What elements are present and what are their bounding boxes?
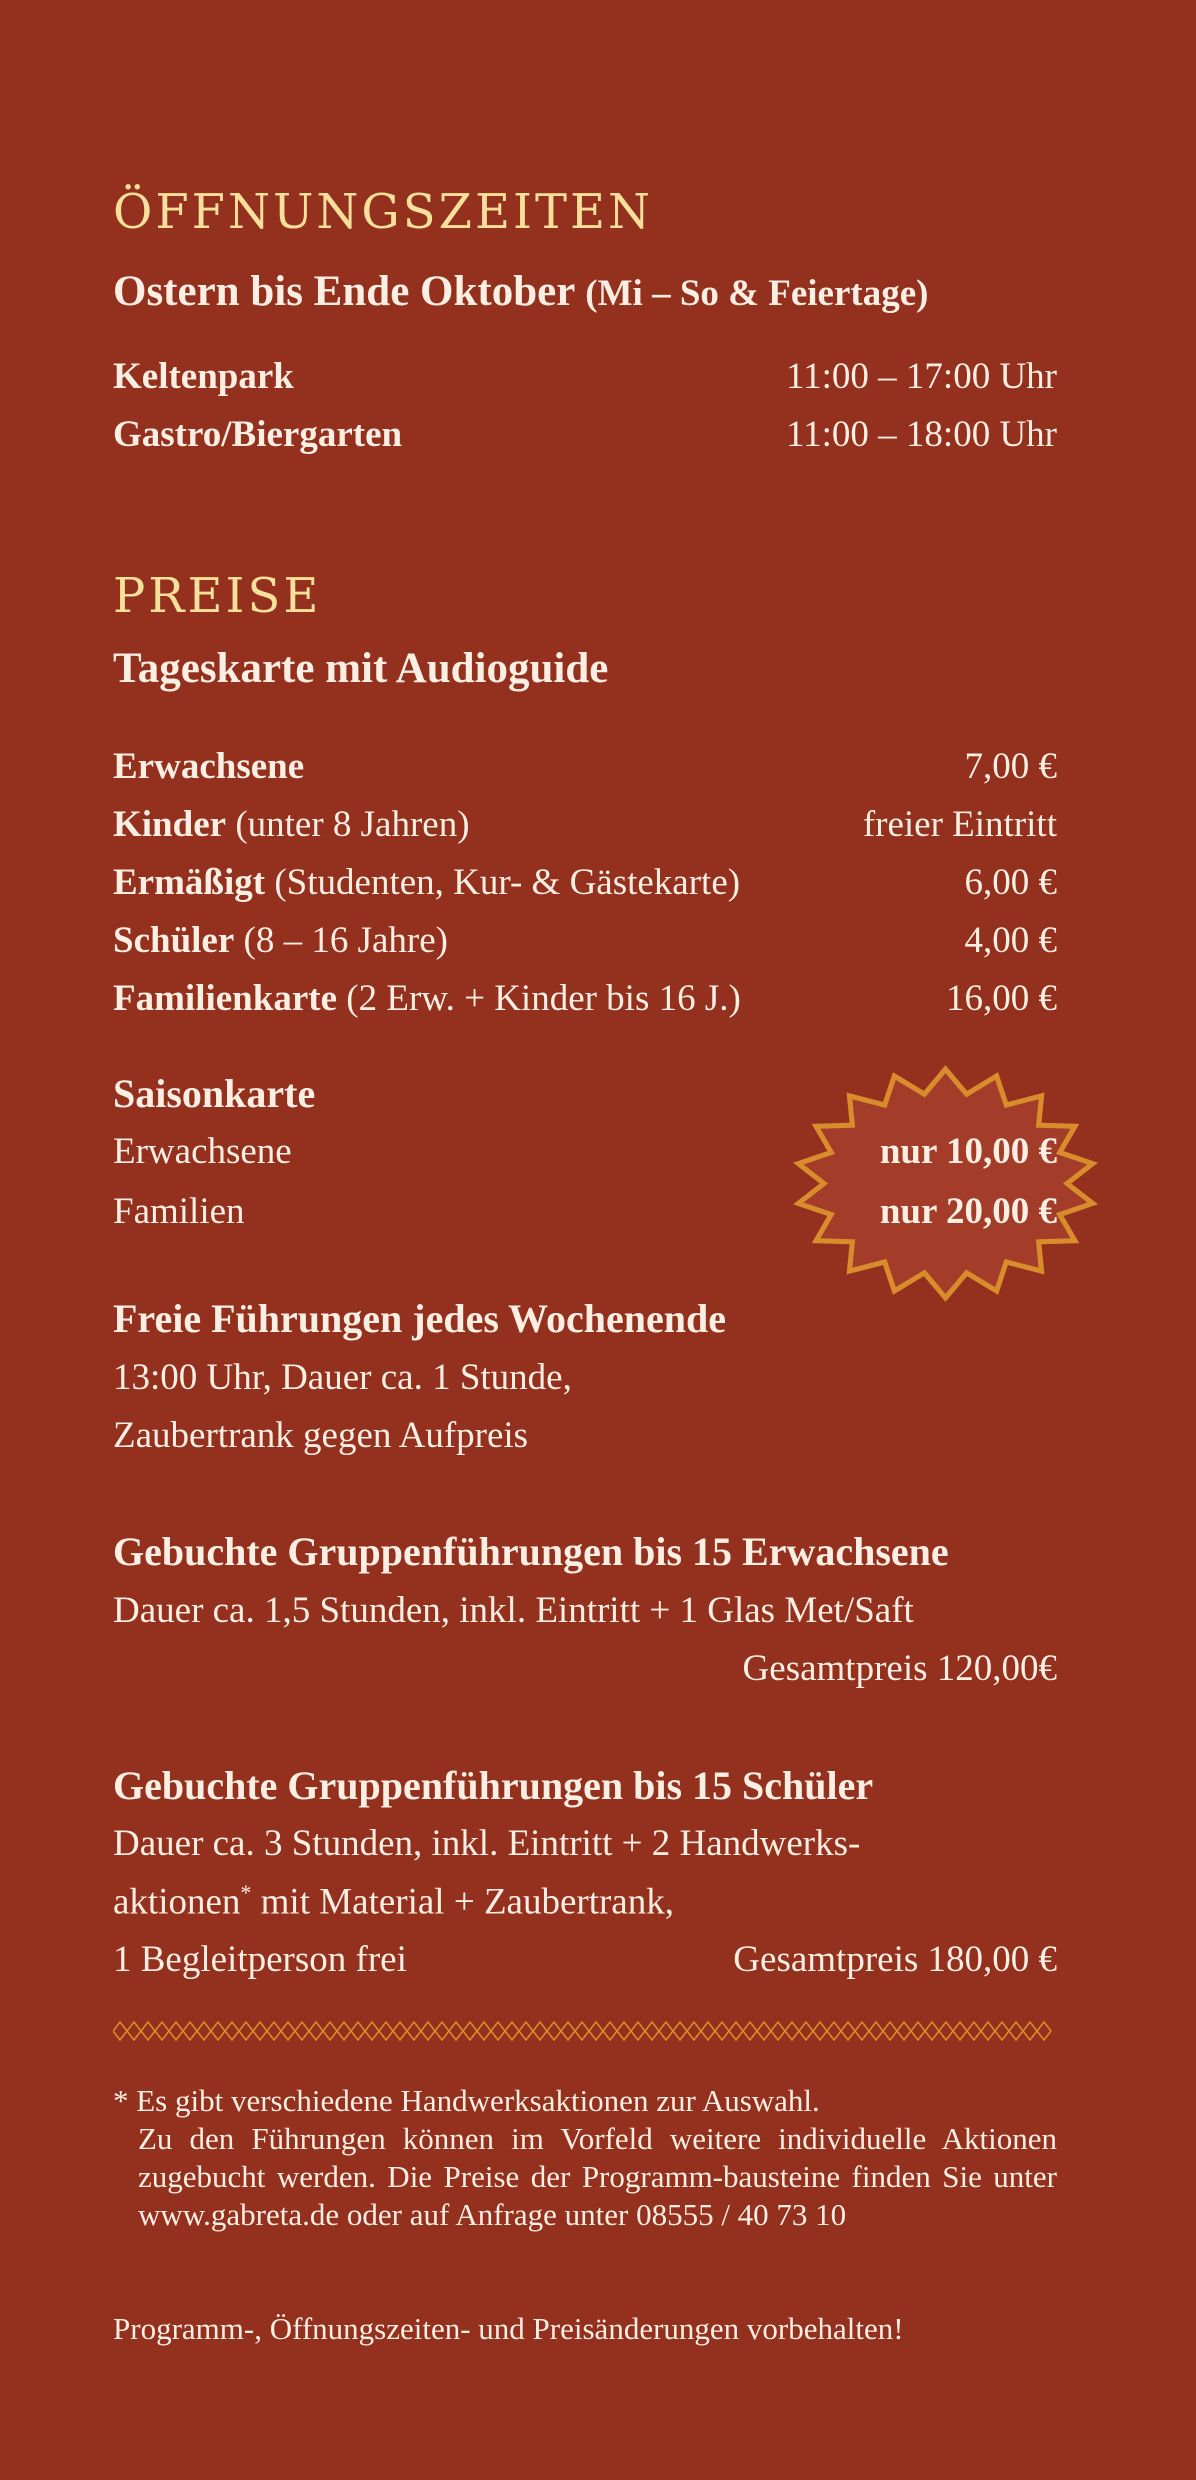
divider-diamond [281, 2022, 295, 2040]
divider-diamond [309, 2022, 323, 2040]
divider-diamond [603, 2022, 617, 2040]
season-pass-title: Saisonkarte [113, 1071, 316, 1116]
divider-diamond [239, 2022, 253, 2040]
divider-diamond [1023, 2022, 1037, 2040]
price-row-price: 7,00 € [964, 746, 1057, 787]
divider-diamond [323, 2022, 337, 2040]
price-row [113, 977, 1057, 1021]
price-row-label: Ermäßigt [113, 862, 266, 903]
divider-diamond [1009, 2022, 1023, 2040]
price-flyer [113, 0, 1057, 2480]
divider-diamond [687, 2022, 701, 2040]
footnote [113, 2082, 1057, 2234]
prices-heading: preise [113, 550, 322, 629]
divider-diamond [463, 2022, 477, 2040]
divider-diamond [169, 2022, 183, 2040]
hours-row-label: Keltenpark [113, 356, 294, 397]
divider-diamond [729, 2022, 743, 2040]
footnote-body: Zu den Führungen können im Vorfeld weitere individuelle Aktionen zugebucht werden. Die Preise der Programm-bausteine finden Sie unter www.gabreta.de oder auf Anfrage unter 08555 / 40 73 10 [138, 2121, 1057, 2232]
divider-diamond [771, 2022, 785, 2040]
group-pupils-row [113, 1938, 1057, 1982]
price-row-detail: (Studenten, Kur- & Gästekarte) [265, 862, 741, 903]
group-adults-line: Dauer ca. 1,5 Stunden, inkl. Eintritt + 1 Glas Met/Saft [113, 1590, 914, 1631]
price-row-detail: (unter 8 Jahren) [226, 804, 470, 845]
price-row [113, 803, 1057, 847]
divider-diamond [1037, 2022, 1051, 2040]
divider-diamond [449, 2022, 463, 2040]
hours-heading: öffnungszeiten [113, 166, 654, 245]
divider-diamond [267, 2022, 281, 2040]
hours-row-time: 11:00 – 18:00 Uhr [786, 414, 1057, 455]
group-pupils-line: 1 Begleitperson frei [113, 1939, 407, 1980]
group-pupils-line-part: aktionen [113, 1881, 241, 1923]
divider-diamond [715, 2022, 729, 2040]
price-row [113, 919, 1057, 963]
divider-diamond [925, 2022, 939, 2040]
price-row-detail: (8 – 16 Jahre) [234, 920, 448, 961]
divider-diamond [379, 2022, 393, 2040]
price-row-label: Familienkarte [113, 978, 338, 1019]
price-row-price: 16,00 € [946, 978, 1057, 1019]
free-tours-line: Zaubertrank gegen Aufpreis [113, 1415, 529, 1456]
divider-diamond [981, 2022, 995, 2040]
free-tours-line: 13:00 Uhr, Dauer ca. 1 Stunde, [113, 1357, 572, 1398]
divider-diamond [351, 2022, 365, 2040]
divider-diamond [477, 2022, 491, 2040]
diamond-divider [113, 2020, 1057, 2042]
footnote-first-line: * Es gibt verschiedene Handwerksaktionen zur Auswahl. [113, 2083, 820, 2118]
divider-diamond [393, 2022, 407, 2040]
divider-diamond [365, 2022, 379, 2040]
divider-diamond [211, 2022, 225, 2040]
divider-diamond [883, 2022, 897, 2040]
divider-diamond [645, 2022, 659, 2040]
group-adults-title: Gebuchte Gruppenführungen bis 15 Erwachsene [113, 1529, 949, 1574]
divider-diamond [855, 2022, 869, 2040]
divider-diamond [953, 2022, 967, 2040]
price-row [113, 745, 1057, 789]
divider-diamond [659, 2022, 673, 2040]
group-pupils-total: Gesamtpreis 180,00 € [733, 1939, 1057, 1980]
group-pupils-line [113, 1880, 1057, 1925]
hours-season-text: Ostern bis Ende Oktober [113, 268, 576, 315]
divider-diamond [127, 2022, 141, 2040]
price-row-detail: (2 Erw. + Kinder bis 16 J.) [337, 978, 741, 1019]
divider-diamond [505, 2022, 519, 2040]
price-row-label: Erwachsene [113, 746, 305, 787]
divider-diamond [197, 2022, 211, 2040]
divider-diamond [435, 2022, 449, 2040]
hours-row-time: 11:00 – 17:00 Uhr [786, 356, 1057, 397]
price-row [113, 861, 1057, 905]
season-pass-row [113, 1190, 1057, 1234]
divider-diamond [631, 2022, 645, 2040]
season-pass-price: nur 10,00 € [879, 1131, 1057, 1172]
divider-diamond [757, 2022, 771, 2040]
season-pass-label: Familien [113, 1191, 245, 1232]
divider-diamond [827, 2022, 841, 2040]
divider-diamond [673, 2022, 687, 2040]
season-pass-row [113, 1130, 1057, 1174]
divider-diamond [337, 2022, 351, 2040]
price-row-label: Schüler [113, 920, 235, 961]
price-row-price: 6,00 € [964, 862, 1057, 903]
divider-diamond [295, 2022, 309, 2040]
hours-row [113, 413, 1057, 457]
divider-diamond [253, 2022, 267, 2040]
divider-diamond [897, 2022, 911, 2040]
footnote-marker: * [240, 1880, 252, 1905]
divider-diamond [491, 2022, 505, 2040]
prices-subtitle: Tageskarte mit Audioguide [113, 645, 609, 692]
disclaimer: Programm-, Öffnungszeiten- und Preisänderungen vorbehalten! [113, 2311, 904, 2346]
divider-diamond [869, 2022, 883, 2040]
divider-diamond [967, 2022, 981, 2040]
divider-diamond [533, 2022, 547, 2040]
free-tours-title: Freie Führungen jedes Wochenende [113, 1296, 726, 1341]
hours-row-label: Gastro/Biergarten [113, 414, 403, 455]
divider-diamond [841, 2022, 855, 2040]
divider-diamond [155, 2022, 169, 2040]
divider-diamond [113, 2022, 127, 2040]
divider-diamond [813, 2022, 827, 2040]
season-pass-label: Erwachsene [113, 1131, 292, 1172]
divider-diamond [547, 2022, 561, 2040]
divider-diamond [561, 2022, 575, 2040]
divider-diamond [575, 2022, 589, 2040]
hours-days: (Mi – So & Feiertage) [585, 273, 929, 314]
divider-diamond [701, 2022, 715, 2040]
divider-diamond [183, 2022, 197, 2040]
divider-diamond [407, 2022, 421, 2040]
group-pupils-line: Dauer ca. 3 Stunden, inkl. Eintritt + 2 Handwerks- [113, 1823, 861, 1864]
season-pass-price: nur 20,00 € [879, 1191, 1057, 1232]
divider-diamond [743, 2022, 757, 2040]
divider-diamond [421, 2022, 435, 2040]
group-pupils-line-part: mit Material + Zaubertrank, [251, 1881, 674, 1923]
divider-diamond [911, 2022, 925, 2040]
divider-diamond [939, 2022, 953, 2040]
divider-diamond [799, 2022, 813, 2040]
divider-diamond [995, 2022, 1009, 2040]
hours-season [113, 268, 928, 315]
group-adults-total: Gesamtpreis 120,00€ [742, 1648, 1057, 1689]
divider-diamond [617, 2022, 631, 2040]
divider-diamond [141, 2022, 155, 2040]
divider-diamond [225, 2022, 239, 2040]
price-row-price: 4,00 € [964, 920, 1057, 961]
group-pupils-title: Gebuchte Gruppenführungen bis 15 Schüler [113, 1763, 874, 1808]
price-row-label: Kinder [113, 804, 227, 845]
diamond-pattern [113, 2022, 1051, 2040]
hours-row [113, 355, 1057, 399]
divider-diamond [785, 2022, 799, 2040]
price-row-price: freier Eintritt [862, 804, 1057, 845]
divider-diamond [589, 2022, 603, 2040]
divider-diamond [519, 2022, 533, 2040]
